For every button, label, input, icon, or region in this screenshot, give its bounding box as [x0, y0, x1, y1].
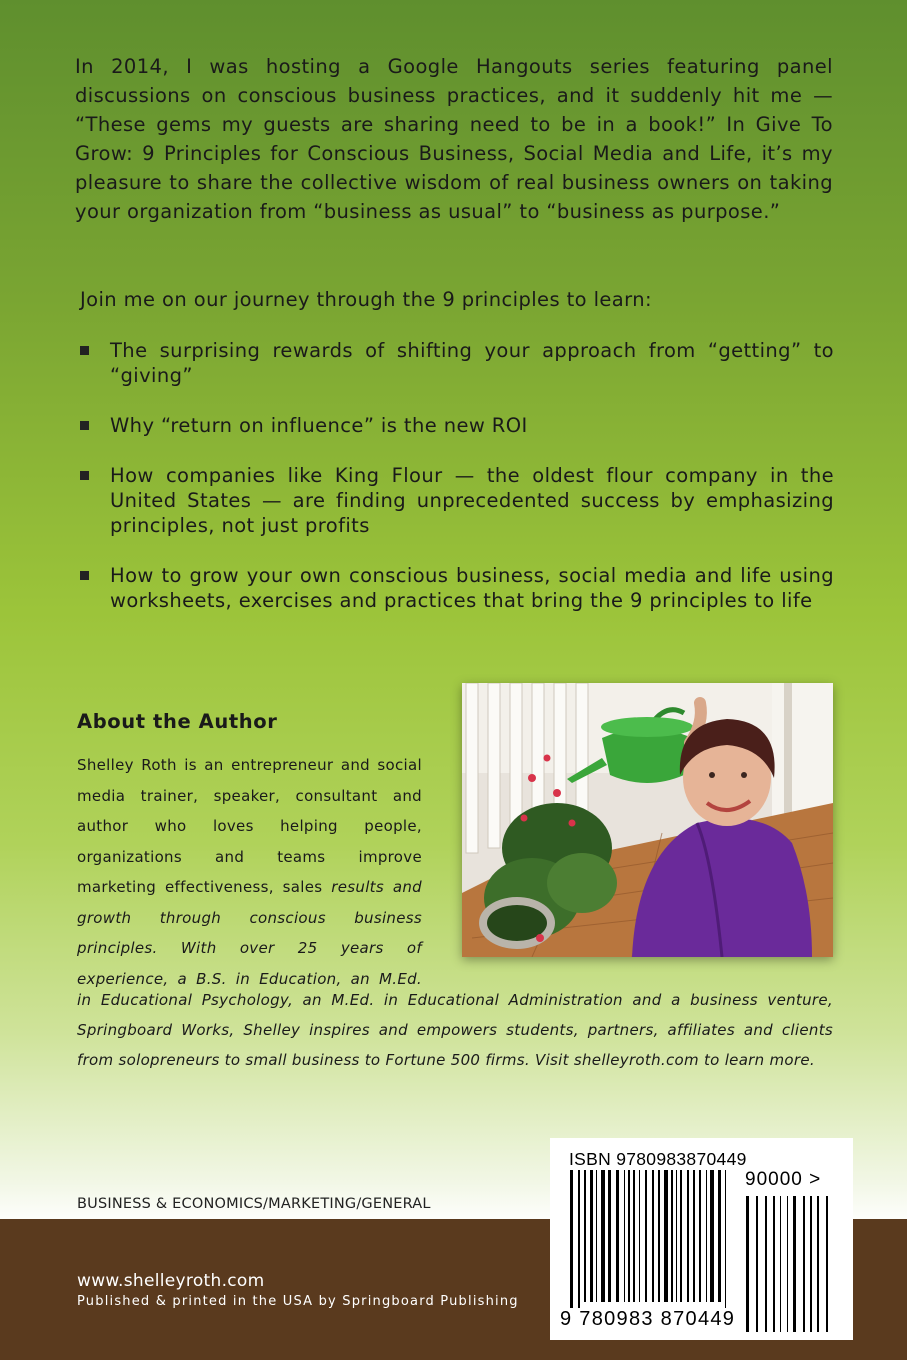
barcode-bar: [687, 1170, 689, 1302]
barcode-bar: [628, 1170, 630, 1302]
author-photo: [462, 683, 833, 957]
price-barcode-bar: [826, 1196, 828, 1332]
join-text: Join me on our journey through the 9 principles to learn:: [80, 288, 652, 311]
barcode-bar: [671, 1170, 673, 1302]
barcode-bar: [601, 1170, 605, 1302]
ean-digits: 9 780983 870449: [560, 1308, 736, 1330]
barcode-bar: [658, 1170, 660, 1302]
barcode-bar: [645, 1170, 647, 1302]
price-barcode-bar: [765, 1196, 767, 1332]
author-bio: [77, 750, 422, 994]
list-item: [78, 463, 834, 538]
barcode-bar: [680, 1170, 682, 1302]
author-bio-italic: results and growth through conscious business principles. With over 25 years of experience, a B.S. in Education, an M.Ed.: [77, 878, 422, 988]
list-item: [78, 413, 834, 438]
barcode-bar: [584, 1170, 586, 1302]
list-item: [78, 338, 834, 388]
isbn-barcode: [550, 1138, 853, 1340]
price-barcode-bar: [756, 1196, 758, 1332]
barcode-bar: [624, 1170, 625, 1302]
barcode-bar: [608, 1170, 611, 1302]
price-barcode-bar: [787, 1196, 788, 1332]
price-barcode-bar: [793, 1196, 796, 1332]
principles-list: [78, 338, 834, 613]
author-bio-plain: Shelley Roth is an entrepreneur and social media trainer, speaker, consultant and author who loves helping people, organizations and teams improve marketing effectiveness, sales: [77, 756, 422, 896]
price-barcode-bar: [817, 1196, 819, 1332]
intro-paragraph: [75, 52, 833, 226]
price-barcode-bar: [773, 1196, 775, 1332]
barcode-bar: [652, 1170, 654, 1302]
barcode-bar: [570, 1170, 573, 1308]
list-item-text: How companies like King Flour — the oldest flour company in the United States — are finding unprecedented success by emphasizing principles, not just profits: [110, 464, 834, 537]
price-barcode-bar: [746, 1196, 749, 1332]
list-item-text: Why “return on influence” is the new ROI: [110, 414, 528, 437]
bullet-square-icon: [80, 421, 89, 430]
publisher-text: Published & printed in the USA by Springboard Publishing: [77, 1294, 519, 1309]
price-code: 90000 >: [745, 1169, 822, 1190]
barcode-bar: [725, 1170, 726, 1308]
barcode-bar: [693, 1170, 695, 1302]
barcode-bar: [590, 1170, 593, 1302]
barcode-bar: [710, 1170, 714, 1302]
barcode-bar: [633, 1170, 635, 1302]
isbn-label: ISBN 9780983870449: [569, 1149, 747, 1169]
barcode-bar: [578, 1170, 580, 1308]
list-item-text: How to grow your own conscious business, social media and life using worksheets, exercises and practices that bring the 9 principles to life: [110, 564, 834, 612]
price-barcode-bar: [810, 1196, 812, 1332]
barcode-bar: [616, 1170, 619, 1302]
barcode-bar: [596, 1170, 597, 1302]
price-barcode-bar: [803, 1196, 805, 1332]
about-heading: About the Author: [77, 710, 278, 733]
barcode-bar: [699, 1170, 701, 1302]
book-category: BUSINESS & ECONOMICS/MARKETING/GENERAL: [77, 1196, 431, 1212]
barcode-bar: [639, 1170, 640, 1302]
list-item: [78, 563, 834, 613]
barcode-bar: [718, 1170, 721, 1302]
barcode-bar: [706, 1170, 707, 1302]
author-bio-continued: in Educational Psychology, an M.Ed. in Educational Administration and a business venture, Springboard Works, Shelley inspires and empowers students, partners, affiliates and clients from solopreneurs to small business to Fortune 500 firms. Visit shelleyroth.com to learn more.: [77, 991, 833, 1069]
website-text: www.shelleyroth.com: [77, 1271, 265, 1291]
intro-text: In 2014, I was hosting a Google Hangouts series featuring panel discussions on conscious business practices, and it suddenly hit me — “These gems my guests are sharing need to be in a book!” In Give To Grow: 9 Principles for Conscious Business, Social Media and Life, it’s my pleasure to share the collective wisdom of real business owners on taking your organization from “business as usual” to “business as purpose.”: [75, 55, 833, 223]
barcode-bar: [676, 1170, 677, 1302]
bullet-square-icon: [80, 571, 89, 580]
price-barcode-bar: [780, 1196, 781, 1332]
barcode-bar: [664, 1170, 668, 1302]
bullet-square-icon: [80, 346, 89, 355]
list-item-text: The surprising rewards of shifting your approach from “getting” to “giving”: [110, 339, 834, 387]
bullet-square-icon: [80, 471, 89, 480]
